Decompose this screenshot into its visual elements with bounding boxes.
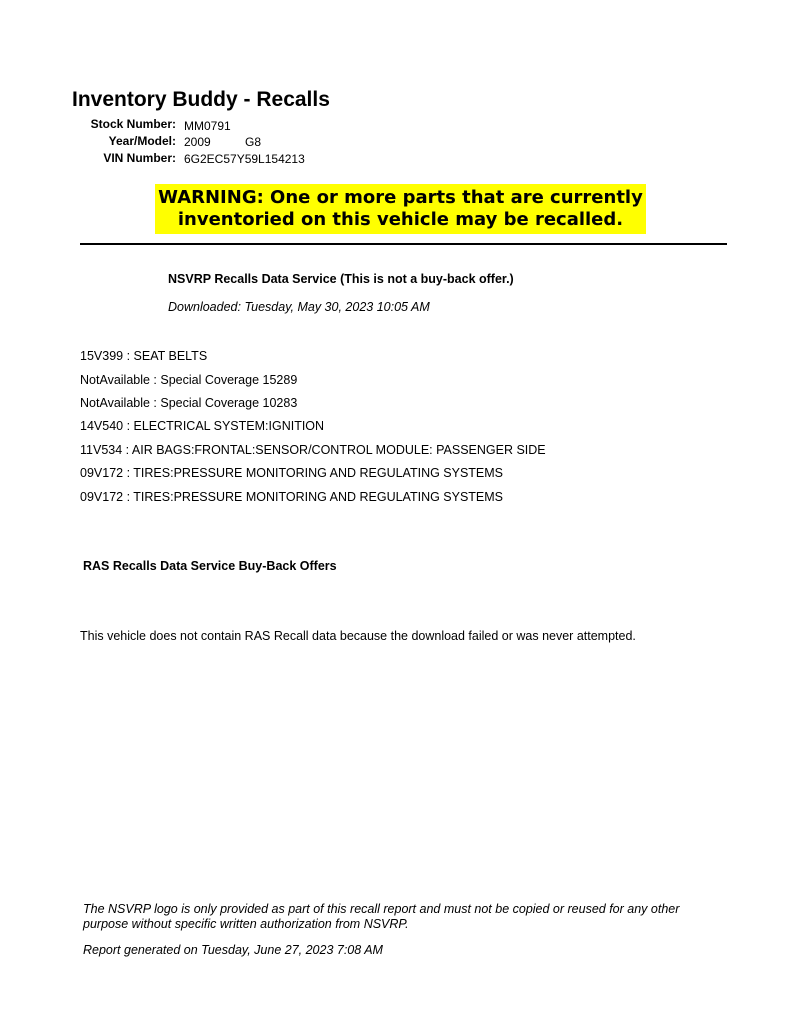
stock-number-value: MM0791 bbox=[184, 119, 231, 133]
warning-banner bbox=[155, 184, 646, 234]
recall-item: 14V540 : ELECTRICAL SYSTEM:IGNITION bbox=[80, 419, 325, 433]
ras-heading: RAS Recalls Data Service Buy-Back Offers bbox=[83, 559, 337, 573]
recall-item: NotAvailable : Special Coverage 10283 bbox=[80, 396, 298, 410]
recall-item: 11V534 : AIR BAGS:FRONTAL:SENSOR/CONTROL MODULE: PASSENGER SIDE bbox=[80, 443, 546, 457]
downloaded-timestamp: Downloaded: Tuesday, May 30, 2023 10:05 AM bbox=[168, 300, 430, 314]
recall-item: NotAvailable : Special Coverage 15289 bbox=[80, 373, 298, 387]
report-generated-timestamp: Report generated on Tuesday, June 27, 2023 7:08 AM bbox=[83, 943, 383, 957]
model-value: G8 bbox=[245, 135, 262, 149]
divider bbox=[80, 243, 727, 245]
vin-number-value: 6G2EC57Y59L154213 bbox=[184, 152, 305, 166]
recall-item: 15V399 : SEAT BELTS bbox=[80, 349, 208, 363]
vehicle-info bbox=[0, 117, 400, 169]
recall-item: 09V172 : TIRES:PRESSURE MONITORING AND REGULATING SYSTEMS bbox=[80, 466, 504, 480]
stock-number-label: Stock Number: bbox=[90, 117, 176, 131]
ras-note: This vehicle does not contain RAS Recall data because the download failed or was never attempted. bbox=[80, 629, 636, 643]
vin-number-label: VIN Number: bbox=[103, 151, 176, 165]
warning-line-2: inventoried on this vehicle may be recalled. bbox=[177, 209, 624, 230]
warning-line-1: WARNING: One or more parts that are currently bbox=[158, 187, 643, 208]
page-title: Inventory Buddy - Recalls bbox=[72, 88, 330, 111]
nsvrp-heading: NSVRP Recalls Data Service (This is not a buy-back offer.) bbox=[168, 272, 514, 286]
year-value: 2009 bbox=[184, 135, 211, 149]
recall-item: 09V172 : TIRES:PRESSURE MONITORING AND REGULATING SYSTEMS bbox=[80, 490, 504, 504]
logo-disclaimer: The NSVRP logo is only provided as part of this recall report and must not be copied or reused for any other purpose without specific written authorization from NSVRP. bbox=[83, 902, 680, 931]
year-model-label: Year/Model: bbox=[108, 134, 176, 148]
